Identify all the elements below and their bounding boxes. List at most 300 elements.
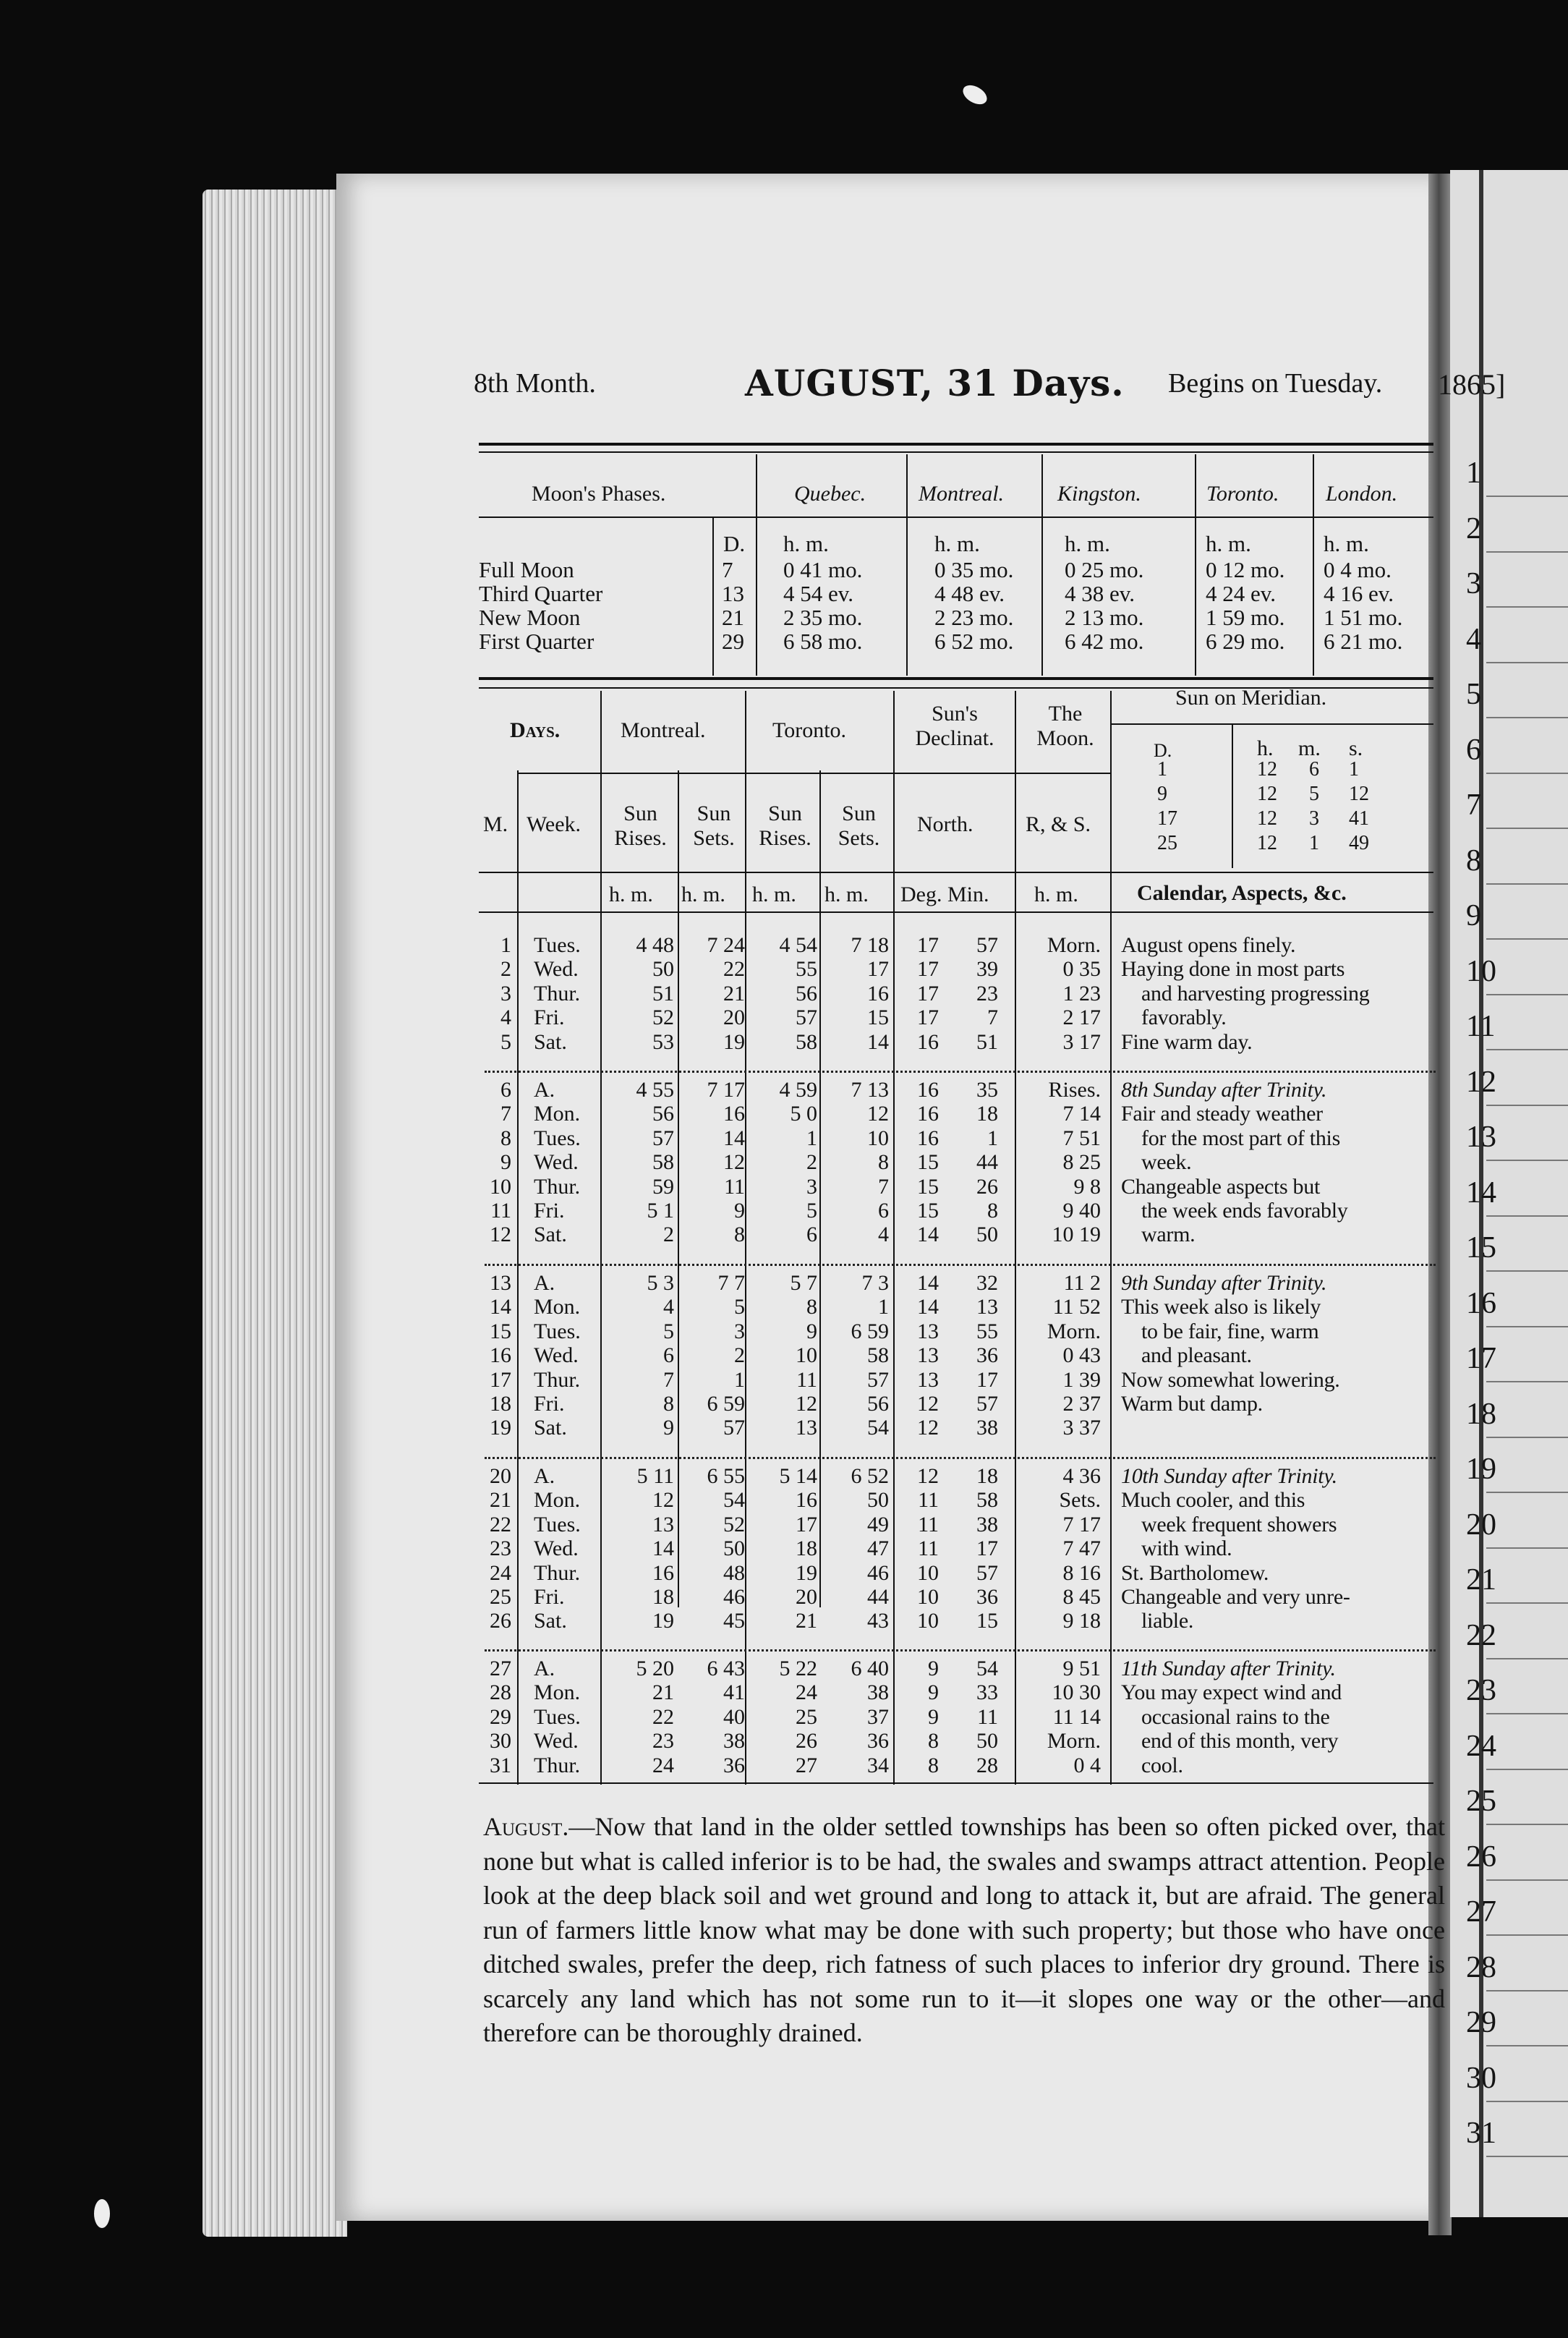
montreal-sets: 50 [723,1536,745,1561]
declination-deg: 17 [917,1006,939,1030]
day-number: 15 [490,1319,511,1343]
declination-deg: 15 [917,1174,939,1199]
unit: h. m. [934,531,980,556]
day-row [479,1729,1441,1753]
calendar-note: August opens finely. [1121,933,1296,957]
quebec-time: 0 41 mo. [783,557,863,582]
facing-page-rule [1486,1769,1568,1770]
day-number: 24 [490,1560,511,1585]
montreal-rises: 5 [663,1319,674,1343]
day-number: 16 [490,1343,511,1368]
declination-deg: 10 [917,1560,939,1585]
toronto-sets: 38 [867,1680,889,1705]
declination-min: 54 [976,1657,998,1680]
declination-min: 57 [976,1560,998,1585]
montreal-rises: 24 [652,1753,674,1777]
toronto-time: 1 59 mo. [1206,605,1285,630]
declination-min: 38 [976,1512,998,1536]
meridian-cell: 1 [1157,758,1167,781]
year: 1865] [1438,368,1506,401]
weekday: Fri. [534,1392,565,1416]
montreal-sets: 6 59 [707,1392,745,1416]
weekday: Wed. [534,1536,579,1561]
calendar-note: St. Bartholomew. [1121,1560,1269,1585]
facing-page-number: 27 [1466,1895,1496,1929]
divider [1232,723,1233,868]
declination-min: 17 [976,1367,998,1392]
moon-rs: Morn. [1047,1729,1101,1754]
moon-rs: 8 16 [1062,1560,1101,1585]
facing-page-rule [1486,1215,1568,1217]
montreal-sets: 6 55 [707,1464,745,1488]
day-row [479,1464,1441,1488]
montreal-sets: 19 [723,1029,745,1054]
calendar-note: favorably. [1141,1006,1227,1030]
paragraph-body: —Now that land in the older settled townships has been so often picked over, that none but what is called inferior is to be had, the swales and swamps attract attention. People look at the deep black soil and wet ground and long to attack it, but are afraid. The general run of farmers little know what may be done with such property; but those who have once ditched swales, prefer the deep, rich fatness of such places to inferior dry ground. There is scarcely any land which has not some run to it—it slopes one way or the other—and therefore can be thoroughly drained. [483,1812,1445,2047]
montreal-sets: 22 [723,957,745,982]
calendar-note: the week ends favorably [1141,1199,1348,1223]
facing-page-number: 25 [1466,1785,1496,1818]
montreal-rises: 58 [652,1150,674,1175]
toronto-sets: 49 [867,1512,889,1536]
moon-rs: 9 51 [1062,1657,1101,1680]
meridian-cell: 5 [1309,783,1319,805]
toronto-sets: 37 [867,1704,889,1729]
declination-deg: 12 [917,1392,939,1416]
meridian-cell: 9 [1157,783,1167,805]
facing-page-number: 17 [1466,1342,1496,1375]
day-number: 23 [490,1536,511,1561]
montreal-sets: 14 [723,1126,745,1150]
montreal-sets: 46 [723,1585,745,1609]
toronto-rises: 6 [806,1223,817,1247]
facing-page-rule [1486,1437,1568,1438]
london-time: 0 4 mo. [1324,557,1392,582]
moon-rs: 11 14 [1052,1704,1101,1729]
day-row [479,1126,1441,1150]
montreal-rises: 23 [652,1729,674,1754]
toronto-rises: 26 [796,1729,817,1754]
montreal-header: Montreal. [919,482,1005,506]
moon-rs: 9 40 [1062,1199,1101,1223]
meridian-cell: 12 [1257,783,1277,805]
weekday: Tues. [534,1319,581,1343]
hm-label: h. m. [752,883,796,906]
weekday: Tues. [534,1704,581,1729]
facing-page-rule [1486,606,1568,608]
rule [479,443,1433,446]
meridian-cell: 12 [1257,832,1277,854]
facing-page-rule [1486,1270,1568,1272]
moon-rs: 8 25 [1062,1150,1101,1175]
montreal-sets: 41 [723,1680,745,1705]
montreal-sets: 40 [723,1704,745,1729]
day-number: 27 [490,1657,511,1680]
montreal-rises: 12 [652,1488,674,1513]
facing-page-rule [1486,1160,1568,1161]
toronto-sets: 57 [867,1367,889,1392]
declination-min: 58 [976,1488,998,1513]
north-header: North. [917,812,973,836]
m-col-header: M. [483,812,508,836]
weekday: Sat. [534,1609,567,1633]
declination-min: 13 [976,1295,998,1319]
meridian-cell: 12 [1349,783,1369,805]
kingston-time: 2 13 mo. [1065,605,1144,630]
hm-label: h. m. [609,883,653,906]
dust-speck [94,2199,110,2228]
weekday: Mon. [534,1680,581,1705]
day-number: 25 [490,1585,511,1609]
calendar-note: You may expect wind and [1121,1680,1342,1705]
montreal-rises: 5 3 [647,1271,674,1295]
hm-label: h. m. [681,883,725,906]
weekday: Wed. [534,1343,579,1368]
quebec-header: Quebec. [794,482,866,506]
facing-page-number: 28 [1466,1950,1496,1984]
toronto-sets: 44 [867,1585,889,1609]
moon-rs: 2 37 [1062,1392,1101,1416]
facing-page-number: 16 [1466,1286,1496,1320]
rule [479,517,1433,518]
montreal-rises: 16 [652,1560,674,1585]
declination-min: 55 [976,1319,998,1343]
meridian-cell: 12 [1257,758,1277,781]
facing-page-rule [1486,1492,1568,1493]
declination-deg: 10 [917,1585,939,1609]
toronto-rises: 4 54 [779,933,817,957]
facing-page-rule [1486,938,1568,940]
moon-rs: 0 35 [1062,957,1101,982]
toronto-time: 4 24 ev. [1206,581,1276,606]
rule [1110,723,1433,725]
toronto-rises: 12 [796,1392,817,1416]
moon-rs: 1 39 [1062,1367,1101,1392]
montreal-sets: 1 [734,1367,745,1392]
facing-page-rule [1486,1934,1568,1936]
meridian-cell: 3 [1309,807,1319,830]
toronto-sets: 50 [867,1488,889,1513]
toronto-sets: 15 [867,1006,889,1030]
montreal-rises: 13 [652,1512,674,1536]
week-col-header: Week. [527,812,581,836]
sun-meridian-header: Sun on Meridian. [1175,686,1327,710]
day-row [479,957,1441,981]
moon-phase-day: 13 [722,581,744,606]
toronto-sets: 10 [867,1126,889,1150]
montreal-rises: 9 [663,1416,674,1440]
day-number: 6 [500,1078,511,1102]
declination-deg: 17 [917,933,939,957]
meridian-cell: 49 [1349,832,1369,854]
moon-rs: 3 37 [1062,1416,1101,1440]
montreal-rises: 21 [652,1680,674,1705]
meridian-cell: 17 [1157,807,1177,830]
toronto-sets: 14 [867,1029,889,1054]
declination-deg: 15 [917,1199,939,1223]
facing-page-number: 23 [1466,1674,1496,1707]
facing-page-rule [1486,1658,1568,1659]
facing-page-number: 15 [1466,1231,1496,1264]
day-row [479,933,1441,957]
facing-page-rule [1486,994,1568,995]
kingston-time: 0 25 mo. [1065,557,1144,582]
toronto-sets: 47 [867,1536,889,1561]
toronto-rises: 20 [796,1585,817,1609]
toronto-sets: 17 [867,957,889,982]
toronto-rises: 18 [796,1536,817,1561]
calendar-note: and harvesting progressing [1141,981,1370,1006]
facing-page-rule [1486,2156,1568,2157]
rule [479,872,1433,873]
toronto-rises: 4 59 [779,1078,817,1102]
declination-min: 18 [976,1102,998,1126]
calendar-note: 8th Sunday after Trinity. [1121,1078,1327,1102]
montreal-sets: 11 [724,1174,745,1199]
moon-phase-row [479,629,1433,652]
declination-min: 18 [976,1464,998,1488]
declination-min: 44 [976,1150,998,1175]
declination-min: 28 [976,1753,998,1777]
declination-deg: 12 [917,1464,939,1488]
calendar-note: warm. [1141,1223,1196,1247]
day-number: 28 [490,1680,511,1705]
montreal-rises: 57 [652,1126,674,1150]
toronto-rises: 25 [796,1704,817,1729]
calendar-note: Changeable and very unre- [1121,1585,1350,1609]
toronto-sets: 7 [878,1174,889,1199]
book-page-edges [203,190,347,2237]
declination-deg: 12 [917,1416,939,1440]
montreal-rises: 7 [663,1367,674,1392]
moon-phase-row [479,605,1433,628]
facing-page-rule [1486,773,1568,774]
weekday: Tues. [534,1512,581,1536]
toronto-rises: 9 [806,1319,817,1343]
toronto-sets: 16 [867,981,889,1006]
facing-page-rule [1486,1713,1568,1714]
facing-page-rule [1486,1326,1568,1327]
facing-page-rule [1486,1990,1568,1991]
montreal-sets: 54 [723,1488,745,1513]
montreal-sets: 52 [723,1512,745,1536]
month-number: 8th Month. [474,368,596,399]
facing-page-number: 9 [1466,899,1481,932]
moon-header: The Moon. [1036,702,1094,750]
day-number: 18 [490,1392,511,1416]
toronto-sets: 12 [867,1102,889,1126]
moon-rs: 7 17 [1062,1512,1101,1536]
facing-page-number: 4 [1466,622,1481,656]
day-row [479,1609,1441,1633]
moon-rs: 9 8 [1073,1174,1101,1199]
facing-page-number: 11 [1466,1010,1496,1043]
moon-rs: Morn. [1047,933,1101,957]
day-number: 21 [490,1488,511,1513]
calendar-note: liable. [1141,1609,1194,1633]
calendar-note: Fine warm day. [1121,1029,1253,1054]
meridian-cell: 41 [1349,807,1369,830]
declination-deg: 8 [928,1729,939,1754]
page-title: AUGUST, 31 Days. [745,362,1125,404]
montreal-sets: 5 [734,1295,745,1319]
day-number: 5 [500,1029,511,1054]
facing-page-number: 14 [1466,1176,1496,1210]
day-number: 14 [490,1295,511,1319]
declination-deg: 13 [917,1319,939,1343]
moon-rs: 7 14 [1062,1102,1101,1126]
london-time: 4 16 ev. [1324,581,1394,606]
facing-page-rule [1486,1049,1568,1050]
montreal-sets: 38 [723,1729,745,1754]
facing-page-number: 3 [1466,567,1481,600]
unit: h. m. [1324,531,1369,556]
moon-phase-name: Full Moon [479,557,574,582]
unit: h. m. [1065,531,1110,556]
london-time: 6 21 mo. [1324,629,1403,654]
toronto-sets: 4 [878,1223,889,1247]
weekday: A. [534,1271,555,1295]
montreal-time: 2 23 mo. [934,605,1014,630]
weekday: Sat. [534,1223,567,1247]
day-row [479,982,1441,1006]
declination-min: 57 [976,1392,998,1416]
facing-page-rule [1486,496,1568,497]
weekday: Mon. [534,1488,581,1513]
montreal-sets: 57 [723,1416,745,1440]
facing-page-number: 30 [1466,2061,1496,2095]
day-row [479,1705,1441,1729]
calendar-note: Now somewhat lowering. [1121,1367,1340,1392]
toronto-rises: 5 [806,1199,817,1223]
moon-phase-name: New Moon [479,605,581,630]
montreal-rises: 14 [652,1536,674,1561]
rs-header: R, & S. [1026,812,1091,836]
day-row [479,1150,1441,1174]
toronto-sets: 6 40 [851,1657,889,1680]
facing-page-rule [1486,1879,1568,1881]
facing-page-rule [1486,1105,1568,1106]
day-row [479,1319,1441,1343]
meridian-cell: 6 [1309,758,1319,781]
rule [517,773,1110,774]
montreal-sets: 8 [734,1223,745,1247]
declination-header: Sun's Declinat. [915,702,994,750]
montreal-sets: 6 43 [707,1657,745,1680]
toronto-rises: 17 [796,1512,817,1536]
declination-min: 15 [976,1609,998,1633]
toronto-time: 6 29 mo. [1206,629,1285,654]
rule [479,1782,1433,1784]
toronto-rises: 5 0 [790,1102,817,1126]
declination-min: 1 [987,1126,998,1150]
facing-page-rule [1486,2045,1568,2046]
montreal-rises: 52 [652,1006,674,1030]
day-number: 2 [500,957,511,982]
weekday: A. [534,1657,555,1680]
toronto-sets: 7 13 [851,1078,889,1102]
moon-rs: 7 47 [1062,1536,1101,1561]
declination-deg: 10 [917,1609,939,1633]
calendar-note: to be fair, fine, warm [1141,1319,1319,1343]
moon-rs: 3 17 [1062,1029,1101,1054]
day-number: 19 [490,1416,511,1440]
facing-page-number: 10 [1466,954,1496,988]
montreal-rises: 4 48 [636,933,674,957]
declination-min: 35 [976,1078,998,1102]
montreal-sets: 12 [723,1150,745,1175]
toronto-time: 0 12 mo. [1206,557,1285,582]
montreal-sets: 7 7 [717,1271,745,1295]
day-row [479,1536,1441,1560]
toronto-group-header: Toronto. [772,718,847,742]
merid-unit: D. [1154,740,1172,761]
day-number: 22 [490,1512,511,1536]
toronto-rises: 11 [796,1367,817,1392]
montreal-sets: 21 [723,981,745,1006]
toronto-header: Toronto. [1206,482,1279,506]
facing-page-rule [1486,828,1568,829]
week-separator [485,1457,1436,1459]
facing-page-number: 26 [1466,1840,1496,1874]
toronto-sets: 7 18 [851,933,889,957]
declination-min: 50 [976,1223,998,1247]
kingston-header: Kingston. [1057,482,1141,506]
facing-page-number: 22 [1466,1618,1496,1652]
montreal-rises: 5 11 [636,1464,674,1488]
unit: D. [723,531,746,556]
week-separator [485,1071,1436,1073]
toronto-rises: 5 7 [790,1271,817,1295]
rule [479,911,1433,913]
montreal-rises: 4 55 [636,1078,674,1102]
moon-rs: 11 52 [1052,1295,1101,1319]
toronto-rises: 58 [796,1029,817,1054]
day-row [479,1368,1441,1392]
moon-rs: Morn. [1047,1319,1101,1343]
montreal-rises-header: Sun Rises. [614,802,667,850]
toronto-sets: 1 [878,1295,889,1319]
day-row [479,1561,1441,1585]
declination-deg: 11 [918,1488,939,1513]
declination-deg: 8 [928,1753,939,1777]
montreal-sets: 7 17 [707,1078,745,1102]
declination-min: 36 [976,1585,998,1609]
declination-deg: 14 [917,1271,939,1295]
weekday: Wed. [534,1729,579,1754]
facing-page-number: 24 [1466,1729,1496,1763]
montreal-sets: 48 [723,1560,745,1585]
weekday: Thur. [534,1560,581,1585]
declination-min: 32 [976,1271,998,1295]
moon-phase-day: 7 [722,557,733,582]
facing-page-rule [1486,883,1568,885]
toronto-rises: 5 22 [779,1657,817,1680]
hm-label: h. m. [1034,883,1078,906]
moon-phases-header: Moon's Phases. [532,482,666,506]
unit: h. m. [783,531,829,556]
day-row [479,1199,1441,1223]
moon-phase-day: 29 [722,629,744,654]
declination-deg: 9 [928,1680,939,1705]
day-number: 4 [500,1006,511,1030]
toronto-sets: 54 [867,1416,889,1440]
calendar-note: week. [1141,1150,1192,1175]
moon-rs: 2 17 [1062,1006,1101,1030]
merid-unit: m. [1298,736,1321,760]
moon-rs: Rises. [1048,1078,1101,1102]
toronto-sets: 43 [867,1609,889,1633]
